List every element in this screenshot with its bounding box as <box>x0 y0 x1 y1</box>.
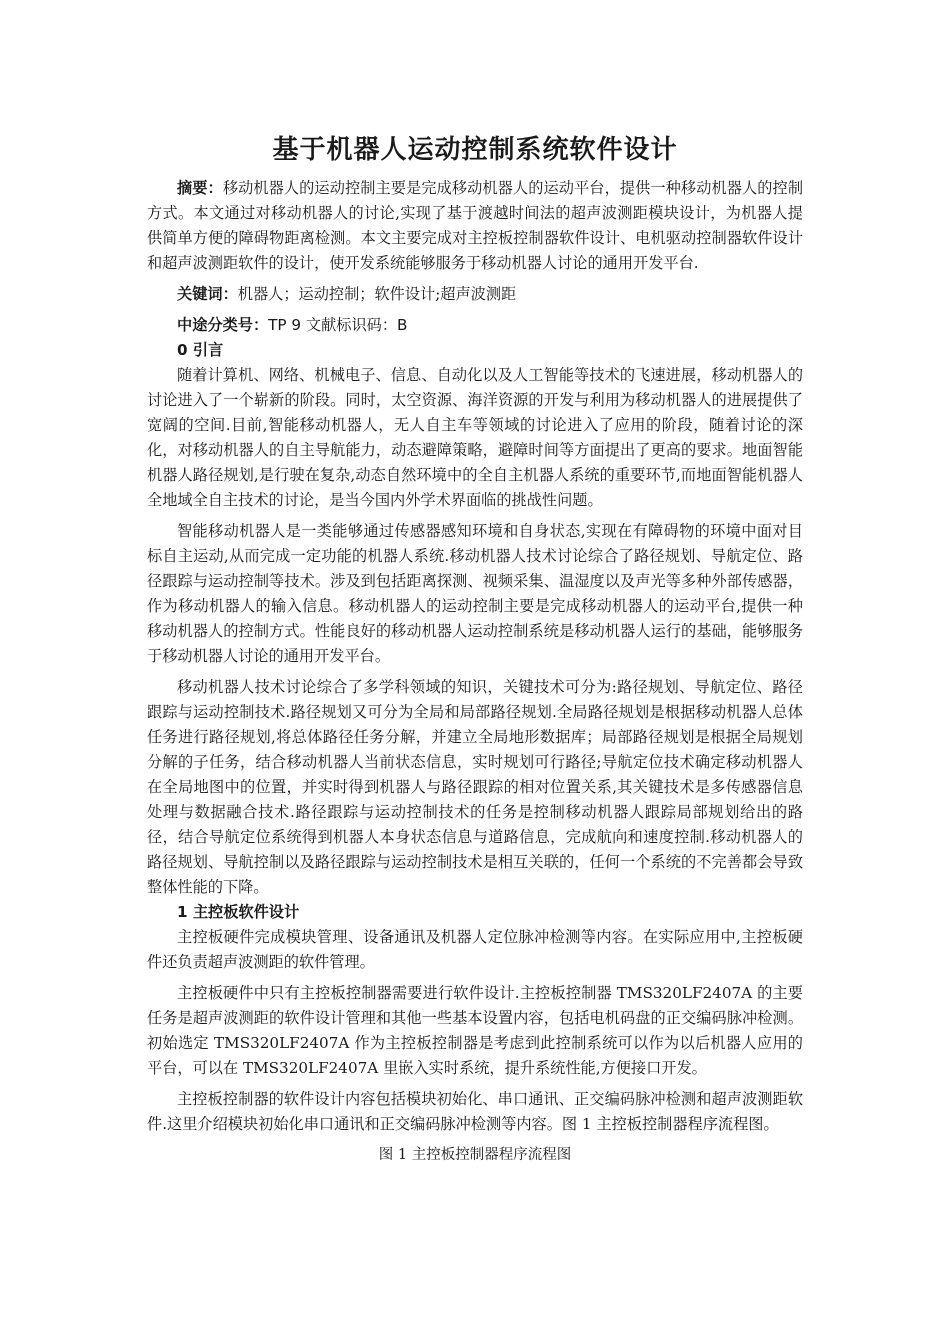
abstract-label: 摘要： <box>177 179 223 197</box>
main-board-paragraph-2: 主控板硬件中只有主控板控制器需要进行软件设计.主控板控制器 TMS320LF2407A 的主要任务是超声波测距的软件设计管理和其他一些基本设置内容，包括电机码盘的正交编码脉冲检测。初始选定 TMS320LF2407A 作为主控板控制器是考虑到此控制系统可以作为以后机器人应用的平台，可以在 TMS320LF2407A 里嵌入实时系统，提升系统性能,方便接口开发。 <box>147 984 803 1077</box>
intro-paragraph-3: 移动机器人技术讨论综合了多学科领域的知识，关键技术可分为:路径规划、导航定位、路径跟踪与运动控制技术.路径规划又可分为全局和局部路径规划.全局路径规划是根据移动机器人总体任务进行路径规划,将总体路径任务分解，并建立全局地形数据库；局部路径规划是根据全局规划分解的子任务，结合移动机器人当前状态信息，实时规划可行路径;导航定位技术确定移动机器人在全局地图中的位置，并实时得到机器人与路径跟踪的相对位置关系,其关键技术是多传感器信息处理与数据融合技术.路径跟踪与运动控制技术的任务是控制移动机器人跟踪局部规划给出的路径，结合导航定位系统得到机器人本身状态信息与道路信息，完成航向和速度控制.移动机器人的路径规划、导航控制以及路径跟踪与运动控制技术是相互关联的，任何一个系统的不完善都会导致整体性能的下降。 <box>147 678 803 896</box>
main-board-paragraph-1: 主控板硬件完成模块管理、设备通讯及机器人定位脉冲检测等内容。在实际应用中,主控板硬件还负责超声波测距的软件管理。 <box>147 928 803 971</box>
keywords-label: 关键词： <box>177 285 238 303</box>
document-body <box>147 176 803 1168</box>
keywords-text: 机器人；运动控制；软件设计;超声波测距 <box>237 285 517 303</box>
intro-paragraph-1: 随着计算机、网络、机械电子、信息、自动化以及人工智能等技术的飞速进展，移动机器人的讨论进入了一个崭新的阶段。同时，太空资源、海洋资源的开发与利用为移动机器人的进展提供了宽阔的空间.目前,智能移动机器人，无人自主车等领域的讨论进入了应用的阶段，随着讨论的深化，对移动机器人的自主导航能力，动态避障策略，避障时间等方面提出了更高的要求。地面智能机器人路径规划,是行驶在复杂,动态自然环境中的全自主机器人系统的重要环节,而地面智能机器人全地域全自主技术的讨论，是当今国内外学术界面临的挑战性问题。 <box>147 366 803 509</box>
intro-paragraph-2: 智能移动机器人是一类能够通过传感器感知环境和自身状态,实现在有障碍物的环境中面对目标自主运动,从而完成一定功能的机器人系统.移动机器人技术讨论综合了路径规划、导航定位、路径跟踪与运动控制等技术。涉及到包括距离探测、视频采集、温湿度以及声光等多种外部传感器，作为移动机器人的输入信息。移动机器人的运动控制主要是完成移动机器人的运动平台,提供一种移动机器人的控制方式。性能良好的移动机器人运动控制系统是移动机器人运行的基础，能够服务于移动机器人讨论的通用开发平台。 <box>147 522 803 665</box>
section-heading-introduction: 0 引言 <box>177 341 224 359</box>
abstract-paragraph <box>147 176 803 276</box>
section-heading-main-board: 1 主控板软件设计 <box>177 903 300 921</box>
document-title: 基于机器人运动控制系统软件设计 <box>272 135 678 165</box>
classification-text: TP 9 文献标识码：B <box>268 316 408 334</box>
classification-label: 中途分类号： <box>177 316 269 334</box>
main-board-paragraph-3: 主控板控制器的软件设计内容包括模块初始化、串口通讯、正交编码脉冲检测和超声波测距软件.这里介绍模块初始化串口通讯和正交编码脉冲检测等内容。图 1 主控板控制器程序流程图。 <box>147 1090 803 1133</box>
classification-paragraph <box>147 313 803 338</box>
keywords-paragraph <box>147 282 803 307</box>
abstract-text: 移动机器人的运动控制主要是完成移动机器人的运动平台，提供一种移动机器人的控制方式。本文通过对移动机器人的讨论,实现了基于渡越时间法的超声波测距模块设计，为机器人提供简单方便的障碍物距离检测。本文主要完成对主控板控制器软件设计、电机驱动控制器软件设计和超声波测距软件的设计，使开发系统能够服务于移动机器人讨论的通用开发平台. <box>147 179 804 272</box>
figure-caption: 图 1 主控板控制器程序流程图 <box>378 1147 572 1163</box>
